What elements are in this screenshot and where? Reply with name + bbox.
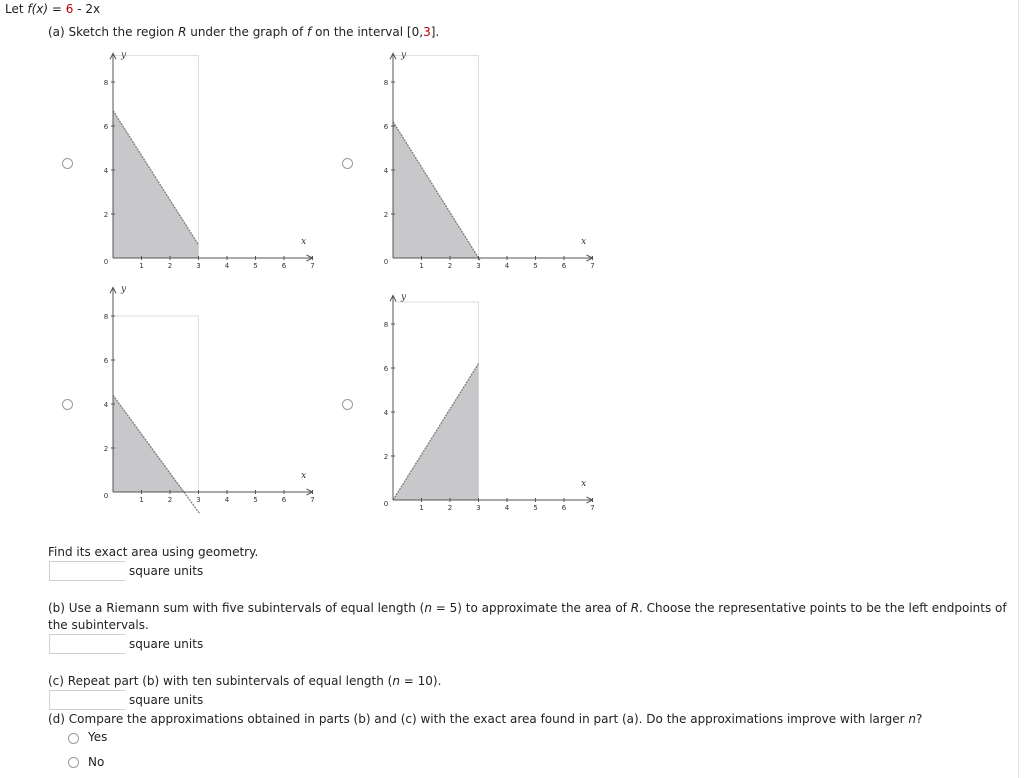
y-axis-label: y	[121, 284, 127, 295]
page-edge	[1018, 0, 1019, 778]
part-c-input[interactable]	[49, 690, 125, 710]
interval-start: 0	[411, 25, 420, 39]
part-a-mid: under the graph of	[186, 25, 308, 39]
y-tick-label: 4	[383, 409, 389, 417]
interval-comma: ,	[419, 25, 424, 39]
y-tick-label: 4	[383, 167, 389, 175]
graph-option-4	[370, 290, 600, 510]
y-tick-label: 8	[383, 79, 389, 87]
x-tick-label: 1	[419, 504, 424, 512]
x-tick-label: 6	[561, 504, 567, 512]
y-tick-label: 6	[383, 365, 389, 373]
x-tick-label: 5	[533, 504, 538, 512]
part-a-mid2: on the interval [	[311, 25, 412, 39]
y-tick-label: 0	[383, 500, 389, 508]
y-axis-label: y	[401, 292, 407, 303]
x-tick-label: 6	[281, 262, 287, 270]
y-tick-label: 2	[103, 211, 109, 219]
y-tick-label: 6	[103, 123, 109, 131]
part-a-question	[48, 25, 439, 39]
x-tick-label: 7	[310, 496, 315, 504]
x-tick-label: 3	[476, 262, 481, 270]
x-tick-label: 4	[504, 504, 510, 512]
function-name: f(x)	[27, 2, 49, 16]
equals: =	[48, 2, 66, 16]
no-radio[interactable]	[68, 757, 79, 768]
graph-option-2-radio[interactable]	[342, 158, 353, 169]
part-b-input[interactable]	[49, 634, 125, 654]
y-tick-label: 8	[103, 79, 109, 87]
y-tick-label: 4	[103, 167, 109, 175]
x-tick-label: 7	[310, 262, 315, 270]
part-b-unit: square units	[129, 637, 204, 651]
x-tick-label: 2	[167, 262, 173, 270]
shaded-region	[113, 111, 199, 258]
x-tick-label: 4	[224, 496, 230, 504]
y-axis-label: y	[401, 50, 407, 61]
y-tick-label: 0	[103, 258, 109, 266]
constant-term: 6	[65, 2, 74, 16]
linear-term: - 2x	[73, 2, 101, 16]
n-symbol-c: n	[392, 674, 400, 688]
y-tick-label: 8	[103, 313, 109, 321]
graph-option-1-radio[interactable]	[62, 158, 73, 169]
y-tick-label: 6	[103, 357, 109, 365]
graph-option-3	[90, 284, 320, 510]
n-symbol-b: n	[424, 601, 432, 615]
part-a-end: ].	[430, 25, 440, 39]
x-tick-label: 4	[224, 262, 230, 270]
part-a-lead: (a) Sketch the region	[48, 25, 179, 39]
graph-option-4-radio[interactable]	[342, 399, 353, 410]
y-tick-label: 2	[103, 445, 109, 453]
interval-end: 3	[423, 25, 431, 39]
graph-option-1	[90, 48, 320, 268]
no-label[interactable]: No	[88, 755, 105, 769]
x-tick-label: 6	[561, 262, 567, 270]
part-c-tail: = 10).	[399, 674, 442, 688]
part-d-question	[48, 712, 922, 726]
exact-area-unit: square units	[129, 564, 204, 578]
part-d-tail: ?	[915, 712, 923, 726]
x-tick-label: 5	[533, 262, 538, 270]
y-tick-label: 0	[103, 492, 109, 500]
x-axis-label: x	[301, 237, 307, 247]
x-tick-label: 3	[196, 496, 201, 504]
f3-svg	[90, 284, 320, 510]
f1-svg	[90, 48, 320, 268]
x-tick-label: 2	[447, 262, 453, 270]
part-c-question	[48, 674, 441, 688]
y-tick-label: 8	[383, 321, 389, 329]
f2-svg	[370, 48, 600, 268]
y-tick-label: 0	[383, 258, 389, 266]
y-tick-label: 4	[103, 401, 109, 409]
part-b-mid: = 5) to approximate the area of	[431, 601, 631, 615]
region-symbol-b: R	[630, 601, 640, 615]
n-symbol-d: n	[908, 712, 916, 726]
part-b-lead: (b) Use a Riemann sum with five subintervals of equal length (	[48, 601, 425, 615]
part-b-question	[48, 600, 1008, 634]
x-axis-label: x	[581, 479, 587, 489]
part-b-tail: . Choose the representative points to be the left endpoints of the subintervals.	[48, 601, 1007, 632]
exact-area-input[interactable]	[49, 561, 125, 581]
x-tick-label: 7	[590, 504, 595, 512]
part-d-lead: (d) Compare the approximations obtained in parts (b) and (c) with the exact area found in part (a). Do the approximations improve with larger	[48, 712, 909, 726]
x-tick-label: 1	[419, 262, 424, 270]
yes-radio[interactable]	[68, 733, 79, 744]
graph-option-2	[370, 48, 600, 268]
x-tick-label: 5	[253, 262, 258, 270]
f4-svg	[370, 290, 600, 510]
y-tick-label: 6	[383, 123, 389, 131]
x-tick-label: 2	[167, 496, 173, 504]
part-c-unit: square units	[129, 693, 204, 707]
x-tick-label: 6	[281, 496, 287, 504]
x-tick-label: 1	[139, 496, 144, 504]
yes-label[interactable]: Yes	[88, 730, 108, 744]
part-c-lead: (c) Repeat part (b) with ten subintervals of equal length (	[48, 674, 393, 688]
statement-prefix: Let	[5, 2, 28, 16]
y-tick-label: 2	[383, 211, 389, 219]
x-axis-label: x	[581, 237, 587, 247]
x-tick-label: 5	[253, 496, 258, 504]
x-tick-label: 7	[590, 262, 595, 270]
x-tick-label: 2	[447, 504, 453, 512]
y-tick-label: 2	[383, 453, 389, 461]
problem-statement	[5, 2, 100, 16]
x-tick-label: 3	[196, 262, 201, 270]
region-symbol: R	[178, 25, 187, 39]
y-axis-label: y	[121, 50, 127, 61]
function-symbol: f	[307, 25, 312, 39]
graph-option-3-radio[interactable]	[62, 399, 73, 410]
exact-area-prompt: Find its exact area using geometry.	[48, 545, 259, 559]
x-tick-label: 4	[504, 262, 510, 270]
x-tick-label: 3	[476, 504, 481, 512]
x-axis-label: x	[301, 471, 307, 481]
x-tick-label: 1	[139, 262, 144, 270]
